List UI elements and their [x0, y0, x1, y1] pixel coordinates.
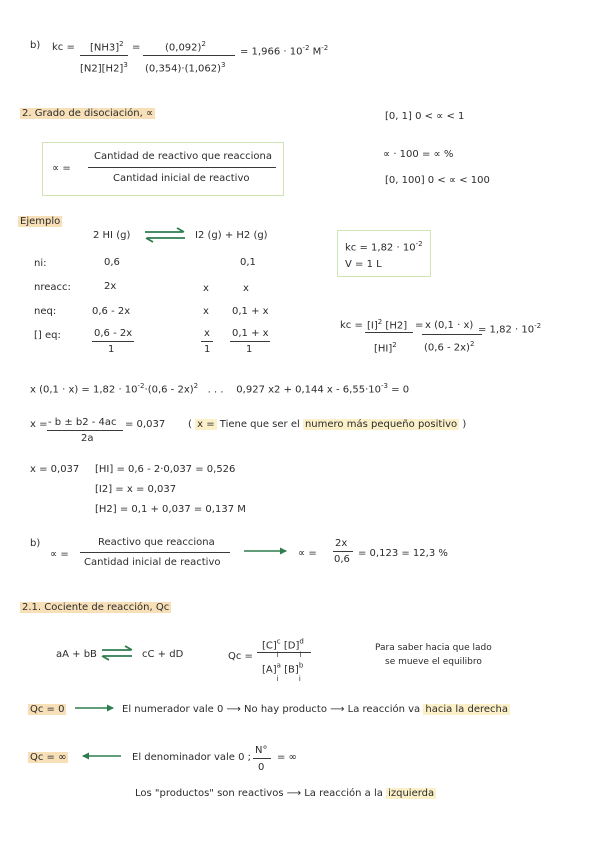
fraction-bar	[422, 334, 482, 335]
equilibrium-arrow-icon	[100, 645, 134, 661]
conc-h2: [H2] = 0,1 + 0,037 = 0,137 M	[95, 504, 246, 515]
given-volume: V = 1 L	[345, 259, 382, 270]
kc-eq-num: $[I]^2$ [H2]	[367, 318, 408, 332]
kc-den-right: $(0,354)\cdot(1,062)^3$	[145, 61, 226, 75]
qc-zero-explanation: El numerador vale 0 ⟶ No hay producto ⟶ La reacción va hacia la derecha	[122, 704, 509, 715]
cell: 0,1 + x	[232, 328, 269, 339]
fraction-bar	[92, 341, 134, 342]
kc-eq-num3: x (0,1 · x)	[425, 320, 474, 331]
fraction-bar	[333, 551, 353, 552]
kc-eq-den: [HI]$^2$	[374, 341, 397, 355]
kc-eq-val: = $1,82 \cdot 10^{-2}$	[478, 322, 542, 336]
qc-infinity-den: 0	[258, 762, 265, 773]
cell: 0,6	[104, 257, 120, 268]
reaction-left: 2 HI (g)	[93, 230, 131, 241]
equation-line-1: x $(0,1 \cdot x) = 1,82 \cdot 10^{-2}\cdot(0,6 - 2x)^2$ . . . 0,927 x2 + 0,144 $x - 6,55\cdot 10^{-3} = 0$	[30, 382, 410, 396]
qc-num: $[C]^c$ i $[D]^d$ i	[262, 638, 304, 660]
kc-lhs: kc =	[52, 42, 75, 53]
cell: 1	[246, 344, 253, 355]
alpha-num: Cantidad de reactivo que reacciona	[94, 151, 272, 162]
quad-den: 2a	[81, 433, 94, 444]
reaction-right: I2 (g) + H2 (g)	[195, 230, 268, 241]
conc-i2: [I2] = x = 0,037	[95, 484, 177, 495]
cell: 0,6 - 2x	[94, 328, 133, 339]
alpha-den: Cantidad inicial de reactivo	[113, 173, 250, 184]
row-label-nreacc: nreacc:	[34, 282, 71, 293]
alpha-b-rhs-num: 2x	[335, 538, 348, 549]
conc-hi: [HI] = 0,6 - 2·0,037 = 0,526	[95, 464, 236, 475]
right-arrow-icon	[243, 546, 289, 556]
equilibrium-arrow-icon	[143, 227, 187, 243]
alpha-range-2: [0, 100] 0 < ∝ < 100	[385, 175, 490, 186]
alpha-range-1: [0, 1] 0 < ∝ < 1	[385, 111, 465, 122]
fraction-bar	[365, 332, 413, 333]
qc-infinity-explanation: El denominador vale 0 ;	[132, 752, 252, 763]
final-statement: Los "productos" son reactivos ⟶ La reacción a la izquierda	[135, 788, 435, 799]
alpha-b-rhs-lhs: ∝ =	[298, 548, 317, 559]
section-title-qc: 2.1. Cociente de reacción, Qc	[22, 602, 170, 613]
general-reaction-right: cC + dD	[142, 649, 184, 660]
kc-eq1: =	[132, 42, 141, 53]
fraction-bar	[143, 55, 235, 56]
quad-result: = 0,037	[125, 419, 166, 430]
fraction-bar	[80, 55, 128, 56]
cell: 0,1 + x	[232, 306, 269, 317]
x-value: x = 0,037	[30, 464, 80, 475]
qc-lhs: Qc =	[228, 651, 253, 662]
fraction-bar	[47, 430, 123, 431]
alpha-b-lhs: ∝ =	[50, 549, 69, 560]
quad-num: - b ± b2 - 4ac	[48, 417, 117, 428]
qc-infinity-result: = ∞	[277, 752, 297, 763]
right-arrow-icon	[74, 703, 116, 713]
cell: x	[204, 328, 210, 339]
quad-note: ( x = Tiene que ser el numero más pequeño positivo )	[188, 419, 467, 430]
label-b: b)	[30, 40, 41, 51]
alpha-b-den: Cantidad inicial de reactivo	[84, 557, 221, 568]
cell: x	[203, 283, 209, 294]
kc-den-left: $[N2][H2]^3$	[80, 61, 128, 75]
fraction-bar	[253, 758, 271, 759]
label-b-2: b)	[30, 538, 41, 549]
cell: x	[243, 283, 249, 294]
kc-result: = $1,966 \cdot 10^{-2}$ $M^{-2}$	[240, 44, 329, 58]
qc-zero: Qc = 0	[30, 704, 65, 715]
general-reaction-left: aA + bB	[56, 649, 97, 660]
kc-eq-den3: (0,6 - 2x)$^2$	[424, 340, 475, 354]
kc-eq-lhs: kc =	[340, 320, 363, 331]
row-label-neq: neq:	[34, 306, 57, 317]
fraction-bar	[201, 341, 213, 342]
qc-infinity: Qc = ∞	[30, 752, 67, 763]
cell: 0,1	[240, 257, 256, 268]
fraction-bar	[230, 341, 270, 342]
side-note-1: Para saber hacia que lado	[375, 643, 492, 653]
alpha-percent: ∝ · 100 = ∝ %	[383, 149, 454, 160]
qc-den: $[A]^a$ i $[B]^b$ i	[262, 662, 304, 684]
side-note-2: se mueve el equilibro	[385, 657, 482, 667]
example-title: Ejemplo	[20, 216, 61, 227]
row-label-conc: [] eq:	[34, 330, 61, 341]
cell: 2x	[104, 281, 117, 292]
fraction-bar	[88, 167, 276, 168]
row-label-ni: ni:	[34, 258, 47, 269]
section-title-grado: 2. Grado de disociación, ∝	[22, 108, 154, 119]
kc-eq-mid: =	[415, 320, 424, 331]
cell: 0,6 - 2x	[92, 306, 131, 317]
quad-lhs: x =	[30, 419, 48, 430]
cell: x	[203, 306, 209, 317]
left-arrow-icon	[80, 751, 122, 761]
kc-num-left: $[NH3]^2$	[90, 40, 124, 54]
fraction-bar	[80, 552, 230, 553]
qc-infinity-num: N°	[255, 745, 268, 756]
alpha-lhs: ∝ =	[52, 163, 71, 174]
fraction-bar	[257, 652, 311, 653]
given-kc: kc = $1,82 \cdot 10^{-2}$	[345, 240, 423, 254]
cell: 1	[108, 344, 115, 355]
alpha-b-rhs-den: 0,6	[334, 554, 350, 565]
alpha-b-result: = 0,123 = 12,3 %	[358, 548, 448, 559]
kc-num-right: $(0,092)^2$	[165, 40, 206, 54]
alpha-b-num: Reactivo que reacciona	[98, 537, 215, 548]
cell: 1	[204, 344, 211, 355]
